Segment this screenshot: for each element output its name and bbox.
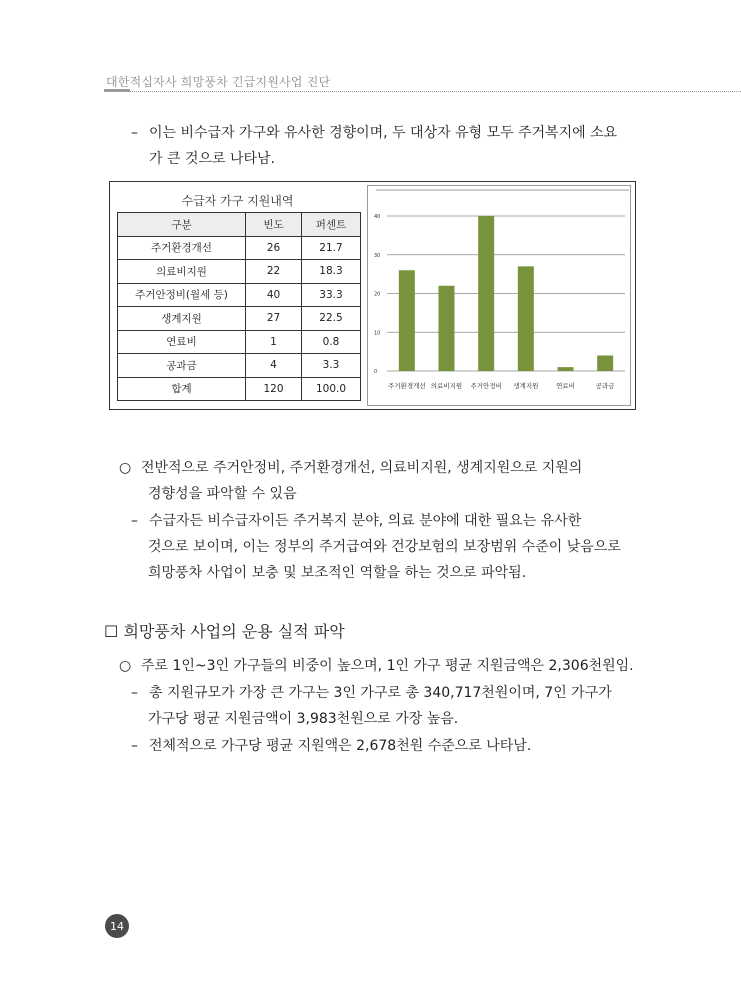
table-cell: 21.7 [302, 236, 361, 260]
dash-marker: – [131, 685, 138, 701]
bullet-text-3: 주로 1인~3인 가구들의 비중이 높으며, 1인 가구 평균 지원금액은 2,306천원임. [141, 658, 634, 674]
chart-bar [399, 270, 415, 371]
x-tick-label: 주거안정비 [470, 382, 502, 390]
bullet-text-1: 전반적으로 주거안정비, 주거환경개선, 의료비지원, 생계지원으로 지원의 [141, 460, 583, 476]
table-row [118, 354, 361, 378]
dash-line-2: 것으로 보이며, 이는 정부의 주거급여와 건강보험의 보장범위 수준이 낮음으로 [148, 539, 621, 555]
section-heading [104, 619, 345, 642]
table-cell: 18.3 [302, 260, 361, 284]
dash-marker: – [131, 513, 138, 529]
table-cell: 40 [246, 283, 302, 307]
bar-chart [367, 185, 631, 410]
table-cell: 26 [246, 236, 302, 260]
chart-bar [597, 356, 613, 372]
dash-text-6: 전체적으로 가구당 평균 지원액은 2,678천원 수준으로 나타남. [149, 738, 532, 754]
table-cell: 100.0 [302, 377, 361, 401]
table-header-cell: 퍼센트 [302, 213, 361, 237]
dash-text-4: 총 지원규모가 가장 큰 가구는 3인 가구로 총 340,717천원이며, 7인 가구가 [149, 685, 612, 701]
table-cell: 4 [246, 354, 302, 378]
table-total-row [118, 377, 361, 401]
table-cell: 22 [246, 260, 302, 284]
table-cell: 0.8 [302, 330, 361, 354]
chart-bar [439, 286, 455, 371]
x-tick-label: 연료비 [556, 382, 575, 390]
dash-line-4 [131, 680, 612, 706]
table-header-cell: 빈도 [246, 213, 302, 237]
x-tick-label: 주거환경개선 [387, 382, 426, 390]
chart-bar [478, 216, 494, 371]
dash-line-6 [131, 733, 531, 759]
table-cell: 22.5 [302, 307, 361, 331]
y-tick-label: 0 [374, 369, 378, 375]
intro-line-2: 가 큰 것으로 나타남. [149, 151, 275, 167]
table-cell: 연료비 [118, 330, 246, 354]
dash-marker: – [131, 738, 138, 754]
table-cell: 공과금 [118, 354, 246, 378]
table-header-row [118, 213, 361, 237]
x-tick-label: 생계지원 [513, 382, 539, 390]
table-header-cell: 구분 [118, 213, 246, 237]
chart-bar [558, 367, 574, 371]
support-table [117, 212, 361, 401]
intro-text-1: 이는 비수급자 가구와 유사한 경향이며, 두 대상자 유형 모두 주거복지에 소요 [149, 125, 618, 141]
bar-chart-svg [367, 185, 631, 406]
bullet-line-1 [119, 455, 582, 481]
table-cell: 1 [246, 330, 302, 354]
dash-marker: – [131, 125, 138, 141]
table-row [118, 260, 361, 284]
y-tick-label: 20 [374, 291, 381, 298]
table-row [118, 330, 361, 354]
table-cell: 주거환경개선 [118, 236, 246, 260]
circle-bullet: ○ [119, 460, 132, 476]
bullet-line-3 [119, 653, 634, 679]
dash-line-3: 희망풍차 사업이 보충 및 보조적인 역할을 하는 것으로 파악됨. [148, 565, 527, 581]
square-bullet-icon: ☐ [104, 622, 119, 641]
table-cell: 의료비지원 [118, 260, 246, 284]
dash-text-1: 수급자든 비수급자이든 주거복지 분야, 의료 분야에 대한 필요는 유사한 [149, 513, 582, 529]
bullet-line-2: 경향성을 파악할 수 있음 [148, 486, 297, 502]
table-row [118, 307, 361, 331]
dash-line-1 [131, 508, 581, 534]
header-divider [104, 91, 741, 92]
y-tick-label: 10 [374, 330, 381, 337]
table-cell: 생계지원 [118, 307, 246, 331]
table-title: 수급자 가구 지원내역 [181, 194, 294, 208]
table-cell: 27 [246, 307, 302, 331]
x-tick-label: 공과금 [595, 382, 615, 390]
intro-line-1 [131, 120, 617, 146]
section-heading-text: 희망풍차 사업의 운용 실적 파악 [123, 622, 345, 641]
page-number-badge: 14 [105, 914, 129, 938]
y-tick-label: 40 [374, 214, 381, 220]
table-cell: 합계 [118, 377, 246, 401]
table-row [118, 236, 361, 260]
circle-bullet: ○ [119, 658, 132, 674]
table-cell: 120 [246, 377, 302, 401]
x-tick-label: 의료비지원 [430, 382, 463, 390]
support-figure [109, 181, 636, 410]
y-tick-label: 30 [374, 252, 381, 259]
table-row [118, 283, 361, 307]
dash-line-5: 가구당 평균 지원금액이 3,983천원으로 가장 높음. [148, 711, 459, 727]
table-cell: 3.3 [302, 354, 361, 378]
running-header: 대한적십자사 희망풍차 긴급지원사업 진단 [106, 75, 331, 89]
chart-bar [518, 266, 534, 371]
table-cell: 주거안정비(월세 등) [118, 283, 246, 307]
table-cell: 33.3 [302, 283, 361, 307]
